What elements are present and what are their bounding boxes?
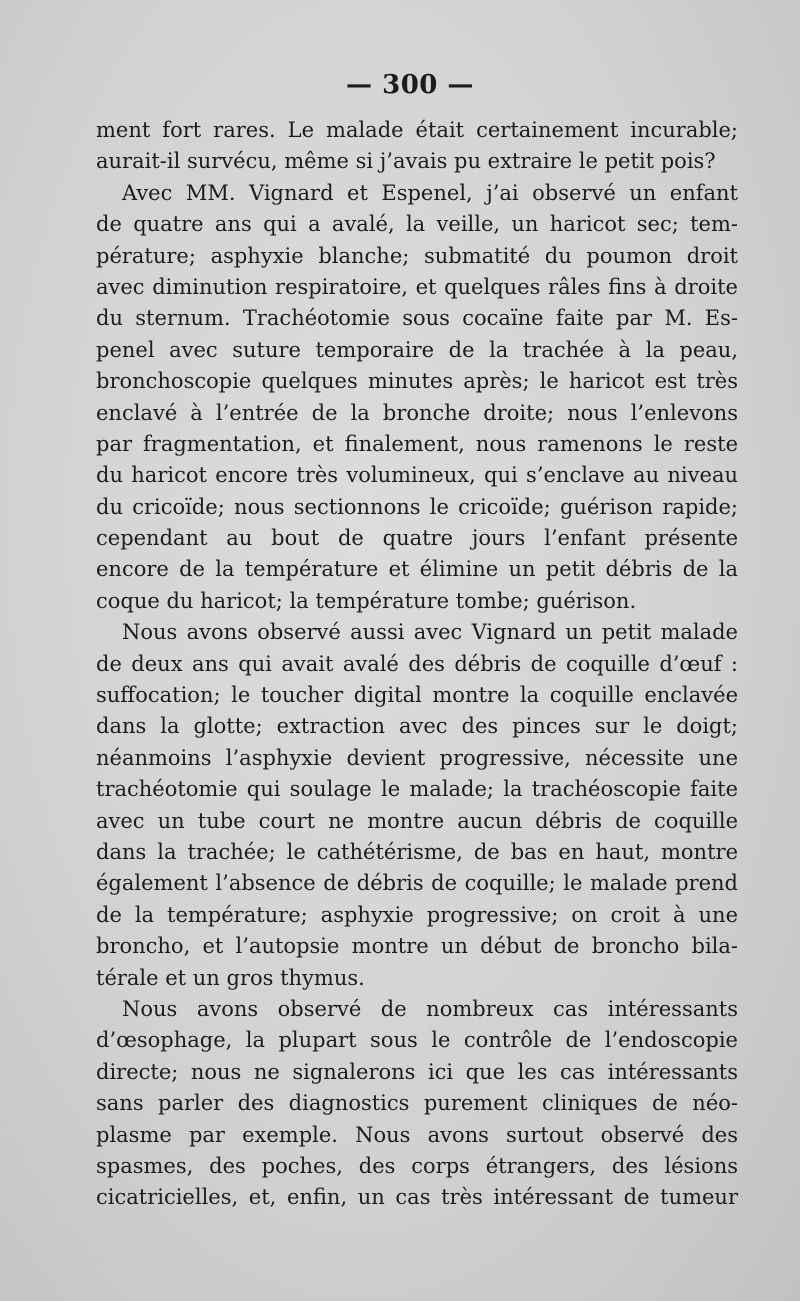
paragraph-4 bbox=[96, 994, 738, 1214]
text-line: néanmoins l’asphyxie devient progressive, nécessite une bbox=[96, 745, 738, 770]
text-line: de quatre ans qui a avalé, la veille, un haricot sec; tem- bbox=[96, 212, 738, 237]
text-line: penel avec suture temporaire de la trachée à la peau, bbox=[96, 337, 738, 362]
text-line: encore de la température et élimine un petit débris de la bbox=[96, 557, 738, 582]
text-line: dans la glotte; extraction avec des pinces sur le doigt; bbox=[96, 714, 738, 739]
text-line: également l’absence de débris de coquille; le malade prend bbox=[96, 871, 738, 896]
text-line: directe; nous ne signalerons ici que les cas intéressants bbox=[96, 1059, 738, 1084]
paragraph-1 bbox=[96, 115, 738, 178]
text-line: de deux ans qui avait avalé des débris de coquille d’œuf : bbox=[96, 651, 738, 676]
text-line: Avec MM. Vignard et Espenel, j’ai observé un enfant bbox=[122, 180, 738, 205]
text-line: trachéotomie qui soulage le malade; la trachéoscopie faite bbox=[96, 777, 738, 802]
text-line: aurait-il survécu, même si j’avais pu extraire le petit pois? bbox=[96, 149, 716, 174]
text-line: ment fort rares. Le malade était certainement incurable; bbox=[96, 118, 738, 142]
text-line: avec un tube court ne montre aucun débris de coquille bbox=[96, 808, 738, 833]
text-line: Nous avons observé aussi avec Vignard un petit malade bbox=[122, 620, 738, 645]
text-line: cependant au bout de quatre jours l’enfant présente bbox=[96, 526, 738, 551]
text-line: du cricoïde; nous sectionnons le cricoïde; guérison rapide; bbox=[96, 494, 738, 519]
text-line: par fragmentation, et finalement, nous ramenons le reste bbox=[96, 431, 738, 456]
text-line: dans la trachée; le cathétérisme, de bas en haut, montre bbox=[96, 839, 738, 864]
text-line: spasmes, des poches, des corps étrangers, des lésions bbox=[96, 1153, 738, 1178]
paragraph-2 bbox=[96, 178, 738, 617]
text-line: suffocation; le toucher digital montre la coquille enclavée bbox=[96, 683, 738, 708]
text-line: enclavé à l’entrée de la bronche droite; nous l’enlevons bbox=[96, 400, 738, 425]
paragraph-3 bbox=[96, 617, 738, 994]
text-line: coque du haricot; la température tombe; guérison. bbox=[96, 588, 637, 613]
text-line: du sternum. Trachéotomie sous cocaïne faite par M. Es- bbox=[96, 306, 738, 331]
text-line: avec diminution respiratoire, et quelques râles fins à droite bbox=[96, 274, 738, 299]
text-line: d’œsophage, la plupart sous le contrôle de l’endoscopie bbox=[96, 1028, 738, 1053]
body-text bbox=[96, 115, 738, 1214]
text-line: cicatricielles, et, enfin, un cas très intéressant de tumeur bbox=[96, 1185, 738, 1210]
text-line: térale et un gros thymus. bbox=[96, 965, 365, 990]
text-line: broncho, et l’autopsie montre un début de broncho bila- bbox=[96, 934, 738, 959]
text-line: bronchoscopie quelques minutes après; le haricot est très bbox=[96, 369, 738, 394]
text-line: Nous avons observé de nombreux cas intéressants bbox=[122, 996, 738, 1021]
text-line: de la température; asphyxie progressive; on croit à une bbox=[96, 902, 738, 927]
text-line: plasme par exemple. Nous avons surtout observé des bbox=[96, 1122, 738, 1147]
text-line: du haricot encore très volumineux, qui s’enclave au niveau bbox=[96, 463, 738, 488]
text-line: pérature; asphyxie blanche; submatité du poumon droit bbox=[96, 243, 738, 268]
text-line: sans parler des diagnostics purement cliniques de néo- bbox=[96, 1091, 738, 1116]
page-number: — 300 — bbox=[346, 70, 474, 100]
